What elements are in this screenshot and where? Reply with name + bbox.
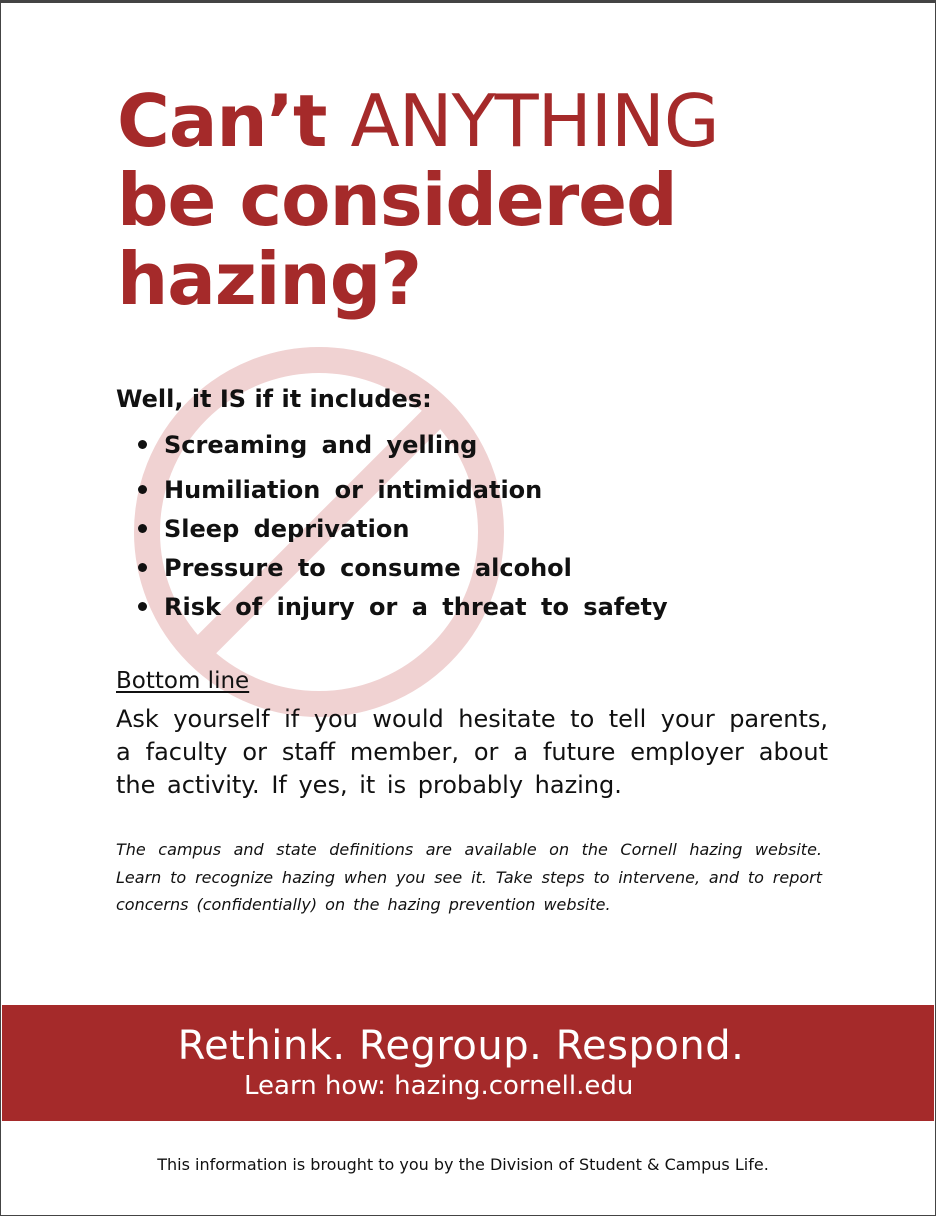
headline — [117, 79, 719, 321]
list-item-label: Pressure to consume alcohol — [164, 554, 572, 582]
fine-print: The campus and state definitions are available on the Cornell hazing website. Learn to recognize hazing when you see it. Take steps to intervene, and to report concerns (confidentially) on the hazing prevention website. — [116, 840, 822, 914]
list-item-label: Risk of injury or a threat to safety — [164, 593, 668, 621]
headline-line3: hazing? — [117, 237, 421, 321]
bullet-icon — [138, 485, 147, 494]
bullet-icon — [138, 440, 147, 449]
headline-line1 — [117, 79, 719, 163]
headline-line2: be considered — [117, 158, 677, 242]
banner-slogan: Rethink. Regroup. Respond. — [177, 1023, 745, 1069]
headline-anything: ANYTHING — [350, 79, 719, 163]
list-item — [136, 512, 668, 551]
list-item-label: Sleep deprivation — [164, 515, 410, 543]
list-item — [136, 428, 668, 473]
list-item-label: Humiliation or intimidation — [164, 476, 543, 504]
list-item-label: Screaming and yelling — [164, 431, 478, 459]
list-item — [136, 473, 668, 512]
bottom-line-heading: Bottom line — [116, 668, 250, 694]
banner-link[interactable]: Learn how: hazing.cornell.edu — [244, 1071, 634, 1101]
bullet-icon — [138, 602, 147, 611]
bottom-line-text: Ask yourself if you would hesitate to tell your parents, a faculty or staff member, or a future employer about the activity. If yes, it is probably hazing. — [116, 705, 828, 799]
hazing-examples-list — [136, 428, 668, 629]
slogan-banner — [2, 1005, 934, 1121]
list-item — [136, 590, 668, 629]
list-item — [136, 551, 668, 590]
intro-text: Well, it IS if it includes: — [116, 385, 432, 413]
bullet-icon — [138, 524, 147, 533]
footer-credit: This information is brought to you by the Division of Student & Campus Life. — [157, 1155, 769, 1174]
bullet-icon — [138, 563, 147, 572]
headline-cant: Can’t — [117, 79, 327, 163]
